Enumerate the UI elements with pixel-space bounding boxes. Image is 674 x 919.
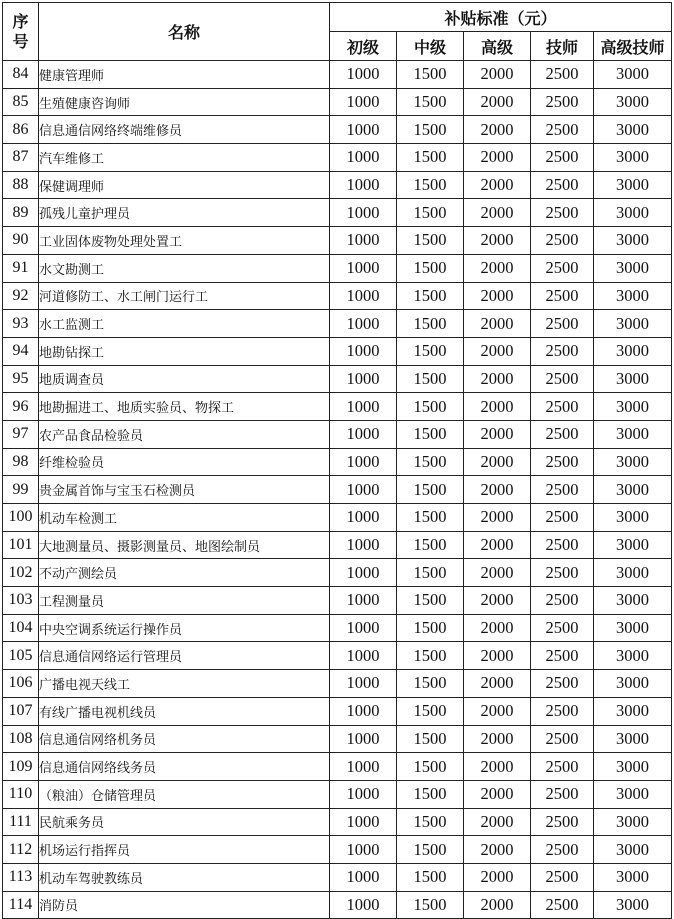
subsidy-amount-junior: 1000 xyxy=(330,725,397,753)
row-serial-number: 93 xyxy=(3,310,39,338)
subsidy-amount-senior: 2000 xyxy=(464,227,531,255)
subsidy-amount-senior: 2000 xyxy=(464,393,531,421)
row-serial-number: 97 xyxy=(3,420,39,448)
row-serial-number: 100 xyxy=(3,504,39,532)
subsidy-amount-senior-technician: 3000 xyxy=(594,753,672,781)
table-row xyxy=(3,587,672,615)
subsidy-amount-technician: 2500 xyxy=(531,531,594,559)
subsidy-amount-junior: 1000 xyxy=(330,891,397,919)
subsidy-amount-technician: 2500 xyxy=(531,144,594,172)
subsidy-amount-intermediate: 1500 xyxy=(397,116,464,144)
subsidy-amount-junior: 1000 xyxy=(330,476,397,504)
row-occupation-name: 信息通信网络运行管理员 xyxy=(39,642,330,670)
row-occupation-name: 民航乘务员 xyxy=(39,808,330,836)
table-row xyxy=(3,254,672,282)
row-serial-number: 101 xyxy=(3,531,39,559)
subsidy-amount-technician: 2500 xyxy=(531,891,594,919)
subsidy-amount-junior: 1000 xyxy=(330,614,397,642)
subsidy-amount-senior-technician: 3000 xyxy=(594,116,672,144)
row-occupation-name: 水工监测工 xyxy=(39,310,330,338)
subsidy-amount-intermediate: 1500 xyxy=(397,199,464,227)
subsidy-amount-intermediate: 1500 xyxy=(397,670,464,698)
subsidy-amount-technician: 2500 xyxy=(531,559,594,587)
table-row xyxy=(3,61,672,89)
subsidy-amount-intermediate: 1500 xyxy=(397,808,464,836)
subsidy-amount-technician: 2500 xyxy=(531,393,594,421)
table-row xyxy=(3,531,672,559)
row-occupation-name: 汽车维修工 xyxy=(39,144,330,172)
row-occupation-name: 河道修防工、水工闸门运行工 xyxy=(39,282,330,310)
subsidy-amount-senior: 2000 xyxy=(464,116,531,144)
subsidy-amount-technician: 2500 xyxy=(531,504,594,532)
table-row xyxy=(3,697,672,725)
subsidy-amount-technician: 2500 xyxy=(531,614,594,642)
subsidy-amount-junior: 1000 xyxy=(330,116,397,144)
table-row xyxy=(3,504,672,532)
row-occupation-name: 消防员 xyxy=(39,891,330,919)
subsidy-amount-senior-technician: 3000 xyxy=(594,891,672,919)
row-serial-number: 103 xyxy=(3,587,39,615)
subsidy-amount-intermediate: 1500 xyxy=(397,531,464,559)
row-serial-number: 104 xyxy=(3,614,39,642)
table-row xyxy=(3,559,672,587)
subsidy-amount-senior: 2000 xyxy=(464,642,531,670)
level-header-junior: 初级 xyxy=(330,32,397,61)
subsidy-amount-junior: 1000 xyxy=(330,144,397,172)
row-occupation-name: 地勘钻探工 xyxy=(39,337,330,365)
table-row xyxy=(3,144,672,172)
subsidy-amount-junior: 1000 xyxy=(330,365,397,393)
row-serial-number: 113 xyxy=(3,863,39,891)
subsidy-standard-header: 补贴标准（元） xyxy=(330,3,672,32)
subsidy-amount-senior-technician: 3000 xyxy=(594,310,672,338)
subsidy-amount-junior: 1000 xyxy=(330,559,397,587)
row-occupation-name: 不动产测绘员 xyxy=(39,559,330,587)
subsidy-amount-junior: 1000 xyxy=(330,504,397,532)
subsidy-amount-senior: 2000 xyxy=(464,199,531,227)
subsidy-amount-senior: 2000 xyxy=(464,365,531,393)
table-row xyxy=(3,227,672,255)
subsidy-amount-senior-technician: 3000 xyxy=(594,642,672,670)
row-occupation-name: 贵金属首饰与宝玉石检测员 xyxy=(39,476,330,504)
subsidy-amount-junior: 1000 xyxy=(330,199,397,227)
subsidy-amount-intermediate: 1500 xyxy=(397,393,464,421)
row-occupation-name: 广播电视天线工 xyxy=(39,670,330,698)
table-row xyxy=(3,753,672,781)
subsidy-amount-senior: 2000 xyxy=(464,559,531,587)
table-row xyxy=(3,88,672,116)
row-serial-number: 88 xyxy=(3,171,39,199)
subsidy-amount-senior: 2000 xyxy=(464,614,531,642)
subsidy-amount-junior: 1000 xyxy=(330,697,397,725)
row-occupation-name: 信息通信网络终端维修员 xyxy=(39,116,330,144)
row-serial-number: 98 xyxy=(3,448,39,476)
subsidy-amount-senior: 2000 xyxy=(464,725,531,753)
subsidy-amount-senior-technician: 3000 xyxy=(594,725,672,753)
row-serial-number: 114 xyxy=(3,891,39,919)
row-serial-number: 94 xyxy=(3,337,39,365)
row-serial-number: 92 xyxy=(3,282,39,310)
row-serial-number: 107 xyxy=(3,697,39,725)
subsidy-amount-senior-technician: 3000 xyxy=(594,836,672,864)
subsidy-amount-senior: 2000 xyxy=(464,171,531,199)
row-occupation-name: 中央空调系统运行操作员 xyxy=(39,614,330,642)
subsidy-amount-technician: 2500 xyxy=(531,863,594,891)
subsidy-amount-senior: 2000 xyxy=(464,88,531,116)
level-header-senior: 高级 xyxy=(464,32,531,61)
subsidy-amount-senior-technician: 3000 xyxy=(594,282,672,310)
subsidy-amount-intermediate: 1500 xyxy=(397,282,464,310)
level-header-intermediate: 中级 xyxy=(397,32,464,61)
subsidy-amount-technician: 2500 xyxy=(531,61,594,89)
subsidy-amount-junior: 1000 xyxy=(330,531,397,559)
subsidy-amount-junior: 1000 xyxy=(330,337,397,365)
table-row xyxy=(3,863,672,891)
row-serial-number: 102 xyxy=(3,559,39,587)
row-occupation-name: 孤残儿童护理员 xyxy=(39,199,330,227)
subsidy-amount-senior-technician: 3000 xyxy=(594,144,672,172)
subsidy-amount-senior-technician: 3000 xyxy=(594,420,672,448)
subsidy-amount-intermediate: 1500 xyxy=(397,863,464,891)
subsidy-amount-senior-technician: 3000 xyxy=(594,171,672,199)
subsidy-amount-junior: 1000 xyxy=(330,420,397,448)
row-occupation-name: 机场运行指挥员 xyxy=(39,836,330,864)
table-row xyxy=(3,116,672,144)
subsidy-amount-technician: 2500 xyxy=(531,227,594,255)
row-occupation-name: 水文勘测工 xyxy=(39,254,330,282)
subsidy-amount-junior: 1000 xyxy=(330,254,397,282)
subsidy-amount-senior-technician: 3000 xyxy=(594,476,672,504)
subsidy-amount-senior-technician: 3000 xyxy=(594,531,672,559)
subsidy-amount-senior-technician: 3000 xyxy=(594,254,672,282)
row-serial-number: 110 xyxy=(3,780,39,808)
subsidy-amount-intermediate: 1500 xyxy=(397,780,464,808)
row-serial-number: 85 xyxy=(3,88,39,116)
table-row xyxy=(3,891,672,919)
subsidy-amount-junior: 1000 xyxy=(330,448,397,476)
row-occupation-name: 机动车驾驶教练员 xyxy=(39,863,330,891)
row-occupation-name: 地勘掘进工、地质实验员、物探工 xyxy=(39,393,330,421)
subsidy-amount-junior: 1000 xyxy=(330,753,397,781)
row-serial-number: 108 xyxy=(3,725,39,753)
table-row xyxy=(3,642,672,670)
subsidy-amount-technician: 2500 xyxy=(531,365,594,393)
table-row xyxy=(3,780,672,808)
subsidy-amount-intermediate: 1500 xyxy=(397,88,464,116)
row-occupation-name: 机动车检测工 xyxy=(39,504,330,532)
row-occupation-name: 农产品食品检验员 xyxy=(39,420,330,448)
row-occupation-name: 健康管理师 xyxy=(39,61,330,89)
subsidy-amount-senior-technician: 3000 xyxy=(594,337,672,365)
row-occupation-name: 大地测量员、摄影测量员、地图绘制员 xyxy=(39,531,330,559)
level-header-technician: 技师 xyxy=(531,32,594,61)
subsidy-amount-senior-technician: 3000 xyxy=(594,365,672,393)
table-row xyxy=(3,337,672,365)
table-header xyxy=(3,3,672,61)
subsidy-amount-technician: 2500 xyxy=(531,780,594,808)
subsidy-amount-technician: 2500 xyxy=(531,587,594,615)
subsidy-amount-intermediate: 1500 xyxy=(397,476,464,504)
subsidy-amount-senior: 2000 xyxy=(464,144,531,172)
subsidy-amount-technician: 2500 xyxy=(531,725,594,753)
row-occupation-name: 工业固体废物处理处置工 xyxy=(39,227,330,255)
subsidy-amount-intermediate: 1500 xyxy=(397,614,464,642)
subsidy-amount-technician: 2500 xyxy=(531,88,594,116)
subsidy-amount-senior: 2000 xyxy=(464,670,531,698)
subsidy-amount-junior: 1000 xyxy=(330,88,397,116)
row-occupation-name: 纤维检验员 xyxy=(39,448,330,476)
subsidy-amount-technician: 2500 xyxy=(531,337,594,365)
subsidy-amount-intermediate: 1500 xyxy=(397,420,464,448)
subsidy-amount-technician: 2500 xyxy=(531,808,594,836)
subsidy-amount-intermediate: 1500 xyxy=(397,448,464,476)
subsidy-amount-intermediate: 1500 xyxy=(397,365,464,393)
subsidy-amount-intermediate: 1500 xyxy=(397,642,464,670)
subsidy-amount-senior: 2000 xyxy=(464,61,531,89)
subsidy-amount-intermediate: 1500 xyxy=(397,836,464,864)
subsidy-amount-senior-technician: 3000 xyxy=(594,199,672,227)
subsidy-amount-senior-technician: 3000 xyxy=(594,61,672,89)
table-row xyxy=(3,670,672,698)
row-occupation-name: （粮油）仓储管理员 xyxy=(39,780,330,808)
subsidy-amount-senior: 2000 xyxy=(464,448,531,476)
row-occupation-name: 有线广播电视机线员 xyxy=(39,697,330,725)
row-occupation-name: 保健调理师 xyxy=(39,171,330,199)
row-serial-number: 87 xyxy=(3,144,39,172)
subsidy-amount-senior-technician: 3000 xyxy=(594,670,672,698)
level-header-senior-technician: 高级技师 xyxy=(594,32,672,61)
subsidy-amount-intermediate: 1500 xyxy=(397,61,464,89)
subsidy-amount-technician: 2500 xyxy=(531,670,594,698)
subsidy-amount-intermediate: 1500 xyxy=(397,753,464,781)
subsidy-amount-technician: 2500 xyxy=(531,836,594,864)
subsidy-amount-intermediate: 1500 xyxy=(397,254,464,282)
row-serial-number: 111 xyxy=(3,808,39,836)
table-row xyxy=(3,476,672,504)
row-occupation-name: 信息通信网络机务员 xyxy=(39,725,330,753)
row-serial-number: 105 xyxy=(3,642,39,670)
row-serial-number: 112 xyxy=(3,836,39,864)
subsidy-amount-technician: 2500 xyxy=(531,420,594,448)
subsidy-amount-junior: 1000 xyxy=(330,393,397,421)
subsidy-amount-intermediate: 1500 xyxy=(397,587,464,615)
table-row xyxy=(3,836,672,864)
subsidy-amount-junior: 1000 xyxy=(330,808,397,836)
row-occupation-name: 工程测量员 xyxy=(39,587,330,615)
subsidy-amount-technician: 2500 xyxy=(531,116,594,144)
subsidy-amount-senior: 2000 xyxy=(464,531,531,559)
subsidy-amount-senior-technician: 3000 xyxy=(594,227,672,255)
table-row xyxy=(3,420,672,448)
row-serial-number: 95 xyxy=(3,365,39,393)
subsidy-amount-senior: 2000 xyxy=(464,587,531,615)
row-serial-number: 96 xyxy=(3,393,39,421)
table-row xyxy=(3,199,672,227)
subsidy-amount-junior: 1000 xyxy=(330,863,397,891)
subsidy-amount-senior: 2000 xyxy=(464,753,531,781)
subsidy-amount-intermediate: 1500 xyxy=(397,891,464,919)
row-serial-number: 90 xyxy=(3,227,39,255)
subsidy-amount-senior-technician: 3000 xyxy=(594,559,672,587)
subsidy-amount-senior: 2000 xyxy=(464,780,531,808)
subsidy-amount-intermediate: 1500 xyxy=(397,337,464,365)
row-serial-number: 84 xyxy=(3,61,39,89)
subsidy-amount-senior-technician: 3000 xyxy=(594,614,672,642)
subsidy-amount-junior: 1000 xyxy=(330,282,397,310)
serial-header-char-1: 序 xyxy=(12,11,29,31)
subsidy-amount-technician: 2500 xyxy=(531,199,594,227)
subsidy-amount-intermediate: 1500 xyxy=(397,725,464,753)
subsidy-amount-senior: 2000 xyxy=(464,891,531,919)
subsidy-amount-senior: 2000 xyxy=(464,282,531,310)
subsidy-amount-technician: 2500 xyxy=(531,310,594,338)
subsidy-amount-senior: 2000 xyxy=(464,863,531,891)
subsidy-amount-junior: 1000 xyxy=(330,780,397,808)
subsidy-amount-intermediate: 1500 xyxy=(397,697,464,725)
row-occupation-name: 生殖健康咨询师 xyxy=(39,88,330,116)
subsidy-amount-junior: 1000 xyxy=(330,670,397,698)
subsidy-amount-senior-technician: 3000 xyxy=(594,88,672,116)
table-body xyxy=(3,61,672,919)
subsidy-amount-intermediate: 1500 xyxy=(397,504,464,532)
subsidy-amount-technician: 2500 xyxy=(531,254,594,282)
subsidy-amount-intermediate: 1500 xyxy=(397,559,464,587)
subsidy-amount-technician: 2500 xyxy=(531,642,594,670)
row-serial-number: 89 xyxy=(3,199,39,227)
subsidy-amount-junior: 1000 xyxy=(330,227,397,255)
subsidy-amount-technician: 2500 xyxy=(531,753,594,781)
subsidy-amount-intermediate: 1500 xyxy=(397,227,464,255)
subsidy-amount-senior-technician: 3000 xyxy=(594,808,672,836)
subsidy-amount-senior-technician: 3000 xyxy=(594,863,672,891)
table-row xyxy=(3,282,672,310)
row-serial-number: 99 xyxy=(3,476,39,504)
serial-header-char-2: 号 xyxy=(12,31,29,51)
table-row xyxy=(3,448,672,476)
subsidy-amount-technician: 2500 xyxy=(531,448,594,476)
row-serial-number: 91 xyxy=(3,254,39,282)
subsidy-amount-senior: 2000 xyxy=(464,310,531,338)
subsidy-amount-senior: 2000 xyxy=(464,476,531,504)
subsidy-amount-intermediate: 1500 xyxy=(397,310,464,338)
subsidy-amount-senior: 2000 xyxy=(464,254,531,282)
subsidy-amount-senior: 2000 xyxy=(464,697,531,725)
header-row-top xyxy=(3,3,672,32)
row-serial-number: 86 xyxy=(3,116,39,144)
table-row xyxy=(3,725,672,753)
subsidy-amount-technician: 2500 xyxy=(531,476,594,504)
subsidy-amount-senior-technician: 3000 xyxy=(594,393,672,421)
subsidy-amount-senior: 2000 xyxy=(464,420,531,448)
serial-number-header xyxy=(3,3,39,61)
subsidy-amount-technician: 2500 xyxy=(531,282,594,310)
subsidy-amount-intermediate: 1500 xyxy=(397,144,464,172)
row-serial-number: 106 xyxy=(3,670,39,698)
subsidy-amount-junior: 1000 xyxy=(330,171,397,199)
subsidy-amount-senior: 2000 xyxy=(464,504,531,532)
table-row xyxy=(3,614,672,642)
subsidy-amount-intermediate: 1500 xyxy=(397,171,464,199)
row-occupation-name: 信息通信网络线务员 xyxy=(39,753,330,781)
subsidy-amount-technician: 2500 xyxy=(531,697,594,725)
table-row xyxy=(3,171,672,199)
row-occupation-name: 地质调查员 xyxy=(39,365,330,393)
subsidy-amount-senior-technician: 3000 xyxy=(594,448,672,476)
table-row xyxy=(3,310,672,338)
subsidy-standard-table xyxy=(2,2,672,919)
subsidy-amount-junior: 1000 xyxy=(330,836,397,864)
subsidy-amount-senior-technician: 3000 xyxy=(594,697,672,725)
row-serial-number: 109 xyxy=(3,753,39,781)
subsidy-amount-junior: 1000 xyxy=(330,310,397,338)
subsidy-amount-senior: 2000 xyxy=(464,337,531,365)
subsidy-amount-senior-technician: 3000 xyxy=(594,504,672,532)
subsidy-amount-technician: 2500 xyxy=(531,171,594,199)
name-header: 名称 xyxy=(39,3,330,61)
subsidy-amount-senior-technician: 3000 xyxy=(594,587,672,615)
subsidy-amount-senior-technician: 3000 xyxy=(594,780,672,808)
subsidy-amount-junior: 1000 xyxy=(330,587,397,615)
subsidy-amount-junior: 1000 xyxy=(330,61,397,89)
subsidy-amount-junior: 1000 xyxy=(330,642,397,670)
table-row xyxy=(3,808,672,836)
table-row xyxy=(3,365,672,393)
table-row xyxy=(3,393,672,421)
subsidy-amount-senior: 2000 xyxy=(464,808,531,836)
subsidy-amount-senior: 2000 xyxy=(464,836,531,864)
